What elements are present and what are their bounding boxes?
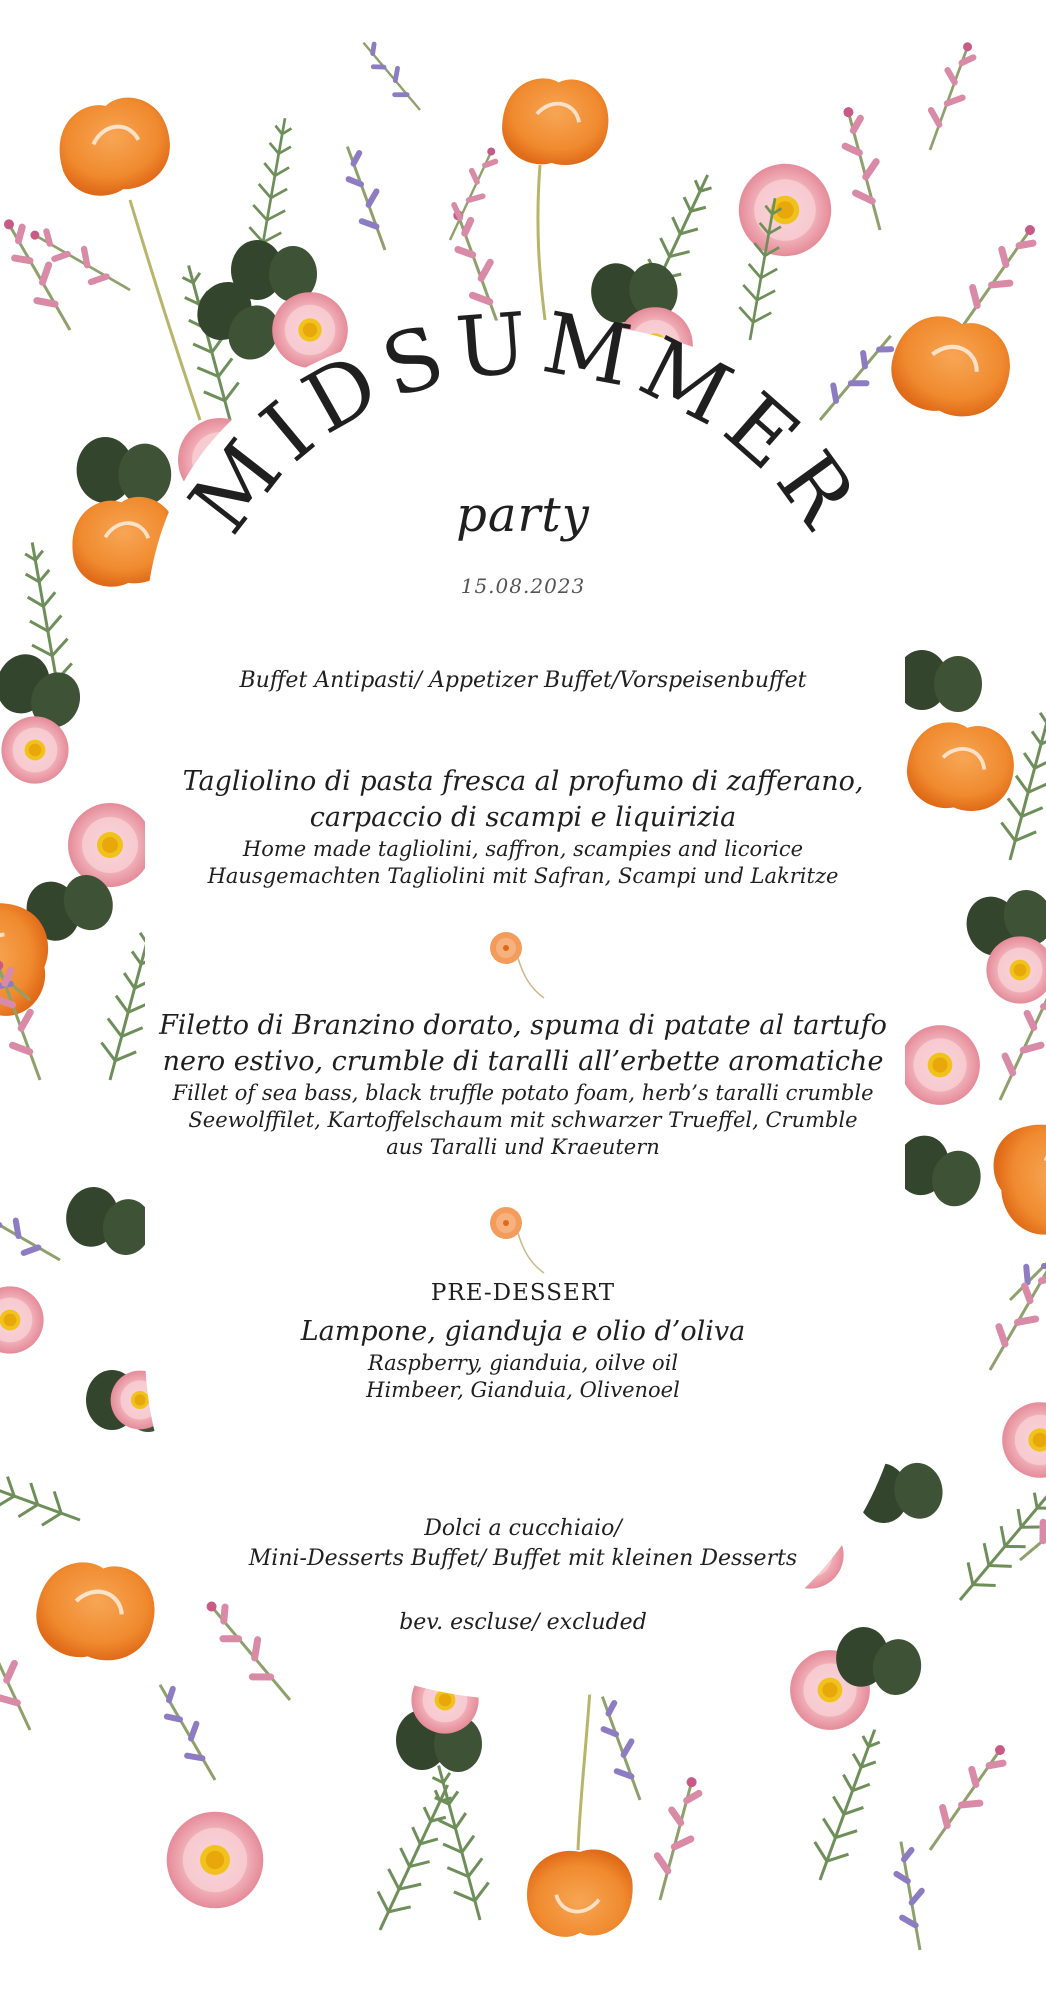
course-1-italian-line-1: Tagliolino di pasta fresca al profumo di zafferano, (182, 766, 864, 797)
course-2-italian-line-2: nero estivo, crumble di taralli all’erbette aromatiche (162, 1046, 884, 1077)
course-1 (140, 764, 906, 890)
course-2 (140, 1008, 906, 1161)
appetizer-buffet: Buffet Antipasti/ Appetizer Buffet/Vorspeisenbuffet (239, 668, 807, 693)
predessert-italian: Lampone, gianduja e olio d’oliva (300, 1316, 746, 1347)
subtitle: party (456, 487, 590, 543)
predessert-english: Raspberry, gianduia, oilve oil (367, 1351, 679, 1375)
course-2-german-line-2: aus Taralli und Kraeutern (386, 1135, 660, 1159)
course-2-english: Fillet of sea bass, black truffle potato foam, herb’s taralli crumble (172, 1081, 874, 1105)
course-2-italian-line-1: Filetto di Branzino dorato, spuma di patate al tartufo (159, 1010, 887, 1041)
course-1-english: Home made tagliolini, saffron, scampies and licorice (242, 837, 804, 861)
predessert-german: Himbeer, Gianduia, Olivenoel (366, 1378, 680, 1402)
course-1-italian-line-2: carpaccio di scampi e liquirizia (309, 802, 737, 833)
course-2-german-line-1: Seewolffilet, Kartoffelschaum mit schwarzer Trueffel, Crumble (188, 1108, 858, 1132)
dessert-buffet (140, 1514, 906, 1574)
title: MIDSUMMER (170, 293, 880, 551)
flower-divider-icon (478, 1195, 568, 1275)
event-date: 15.08.2023 (460, 574, 586, 598)
predessert-heading: PRE-DESSERT (430, 1280, 616, 1306)
flower-divider-icon (478, 920, 568, 1000)
dessert-buffet-line-1: Dolci a cucchiaio/ (424, 1516, 622, 1541)
predessert-course (140, 1314, 906, 1404)
dessert-buffet-line-2: Mini-Desserts Buffet/ Buffet mit kleinen Desserts (248, 1546, 798, 1571)
beverages-note: bev. escluse/ excluded (399, 1610, 647, 1635)
course-1-german: Hausgemachten Tagliolini mit Safran, Scampi und Lakritze (207, 864, 839, 888)
